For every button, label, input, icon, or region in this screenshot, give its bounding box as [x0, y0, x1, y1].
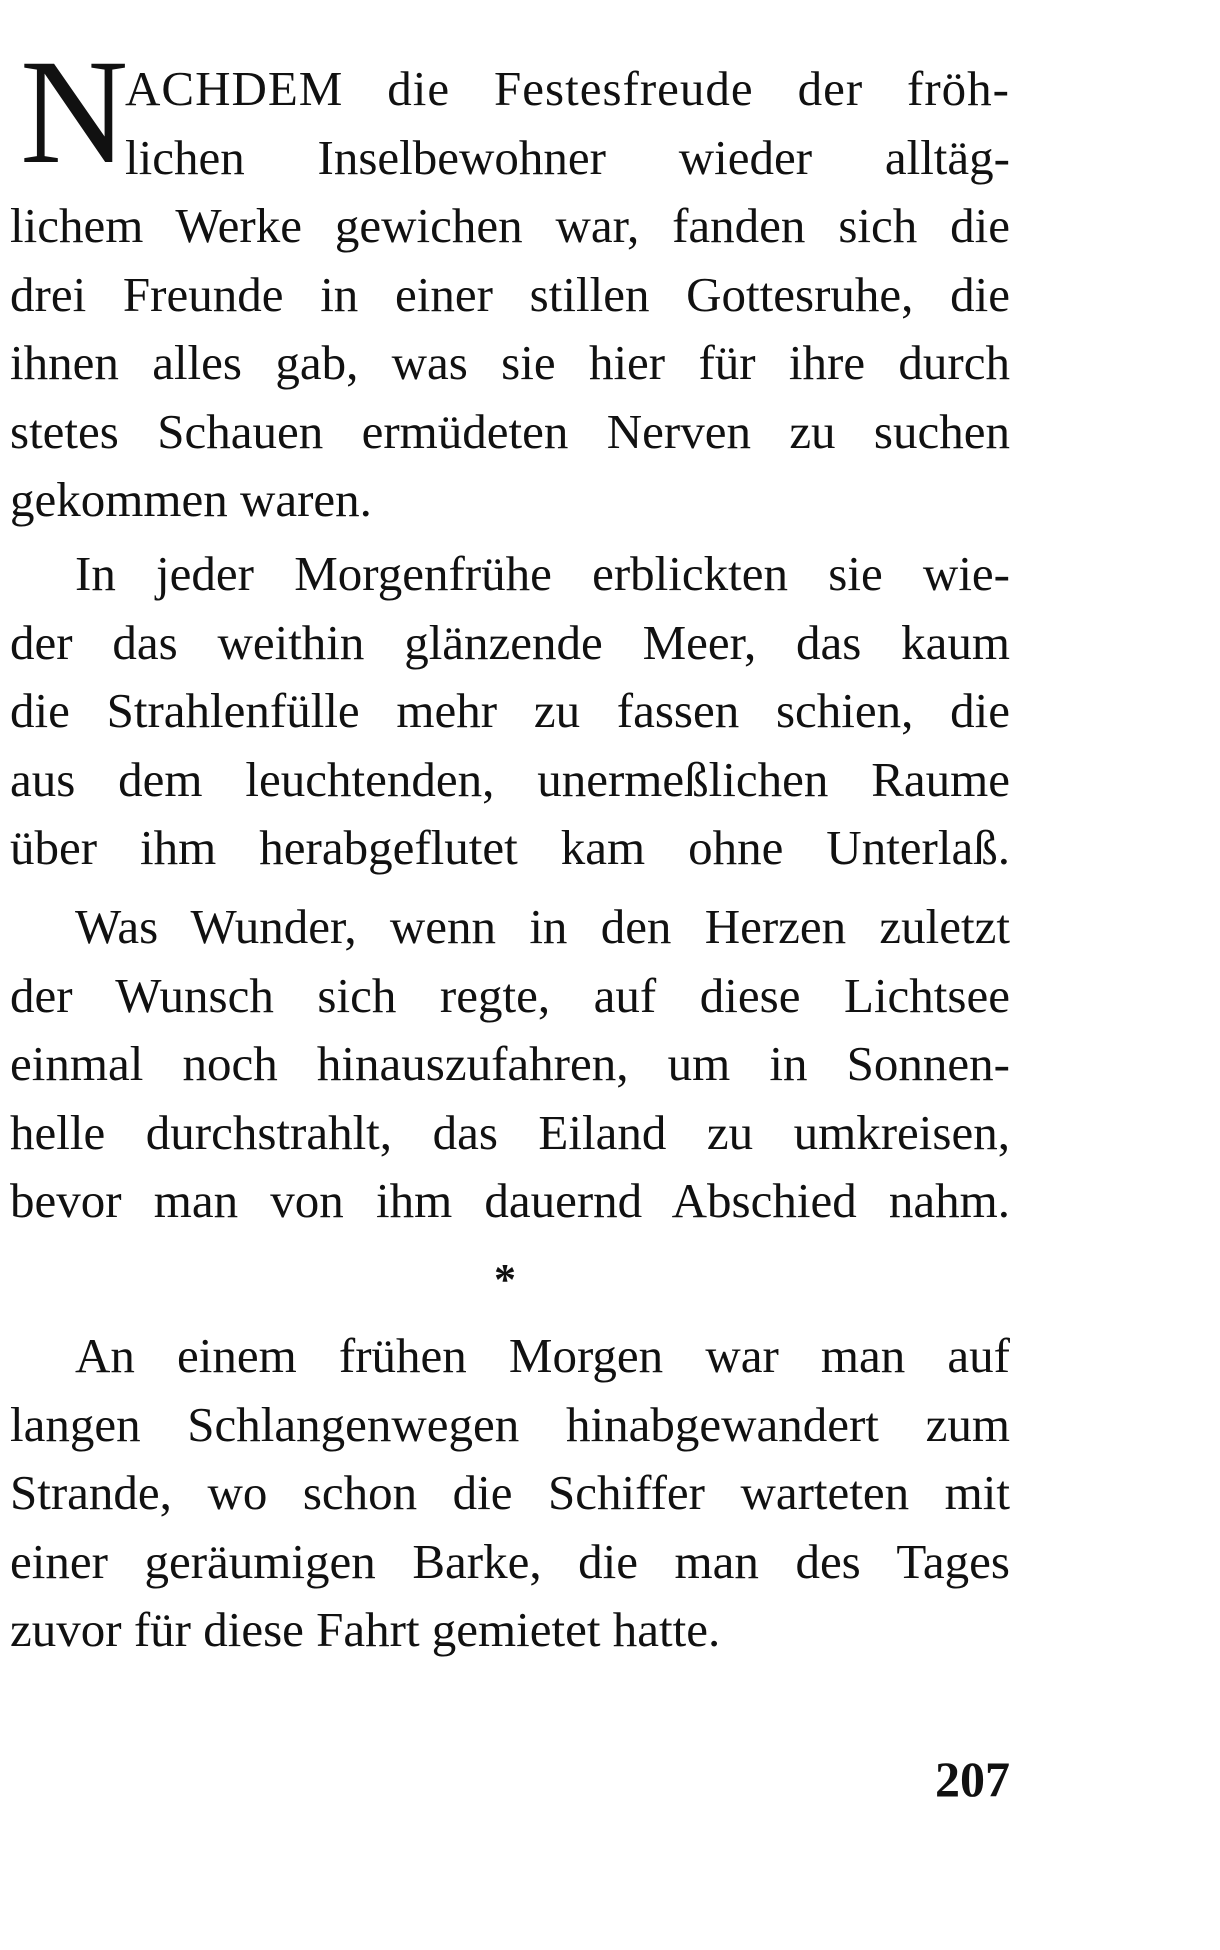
- text-line: lichen Inselbewohner wieder alltäg-: [125, 129, 1010, 185]
- text-line: einmal noch hinauszufahren, um in Sonnen-: [10, 1036, 1010, 1091]
- text-line: helle durchstrahlt, das Eiland zu umkreisen,: [10, 1104, 1010, 1160]
- text-line: die Strahlenfülle mehr zu fassen schien, die: [10, 683, 1010, 738]
- text-line: über ihm herabgeflutet kam ohne Unterlaß.: [10, 820, 1010, 875]
- text-line: lichem Werke gewichen war, fanden sich die: [10, 198, 1010, 253]
- section-separator: *: [494, 1255, 516, 1304]
- text-line: ACHDEM die Festesfreude der fröh-: [125, 61, 1010, 116]
- text-line: langen Schlangenwegen hinabgewandert zum: [10, 1396, 1010, 1452]
- drop-cap-initial: N: [20, 29, 129, 195]
- text-line: einer geräumigen Barke, die man des Tages: [10, 1533, 1010, 1589]
- text-line: bevor man von ihm dauernd Abschied nahm.: [10, 1173, 1010, 1228]
- text-line: der das weithin glänzende Meer, das kaum: [10, 614, 1010, 670]
- text-line: Strande, wo schon die Schiffer warteten mit: [10, 1465, 1010, 1520]
- paragraph-3: [10, 893, 1010, 1236]
- paragraph-2: [10, 540, 1010, 883]
- text-line: ihnen alles gab, was sie hier für ihre durch: [10, 335, 1010, 390]
- text-line: der Wunsch sich regte, auf diese Lichtsee: [10, 967, 1010, 1023]
- page-number: 207: [935, 1751, 1010, 1807]
- text-line: Was Wunder, wenn in den Herzen zuletzt: [75, 899, 1010, 954]
- paragraph-1: [10, 55, 1010, 535]
- text-line: zuvor für diese Fahrt gemietet hatte.: [10, 1602, 721, 1657]
- text-line: In jeder Morgenfrühe erblickten sie wie-: [75, 546, 1010, 601]
- paragraph-4: [10, 1322, 1010, 1665]
- text-line: An einem frühen Morgen war man auf: [75, 1328, 1010, 1383]
- text-line: drei Freunde in einer stillen Gottesruhe, die: [10, 266, 1010, 322]
- text-line: stetes Schauen ermüdeten Nerven zu suchen: [10, 403, 1010, 459]
- text-line: gekommen waren.: [10, 472, 372, 527]
- text-line: aus dem leuchtenden, unermeßlichen Raume: [10, 751, 1010, 807]
